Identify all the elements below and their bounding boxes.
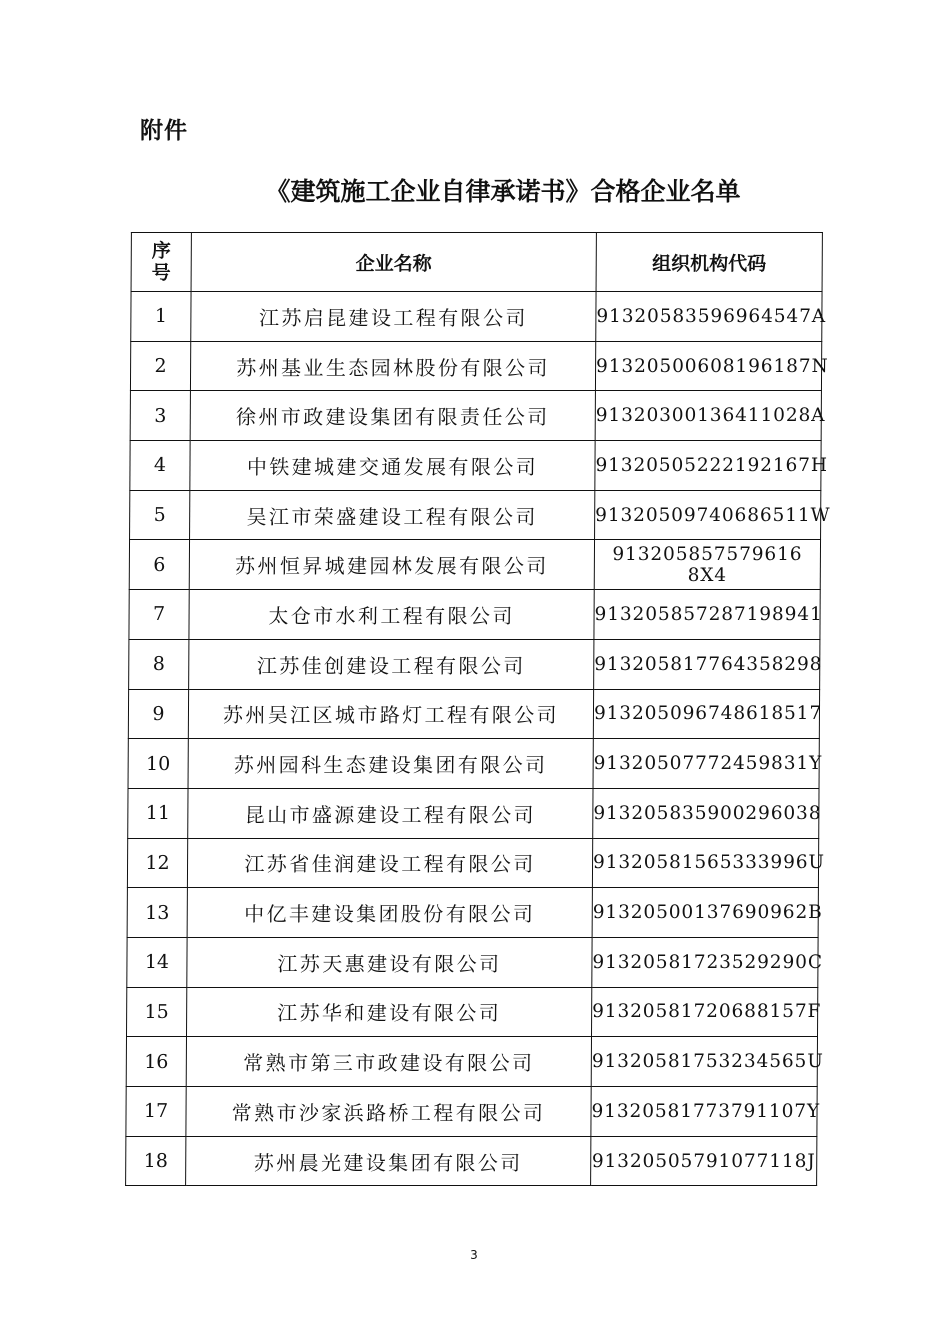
table-row — [129, 639, 820, 689]
row-number: 5 — [130, 490, 190, 540]
enterprise-name: 苏州基业生态园林股份有限公司 — [190, 341, 595, 391]
enterprise-name: 中铁建城建交通发展有限公司 — [190, 441, 595, 491]
enterprise-name: 太仓市水利工程有限公司 — [189, 590, 594, 640]
row-number: 2 — [130, 341, 190, 391]
document-title: 《建筑施工企业自律承诺书》合格企业名单 — [265, 177, 741, 206]
org-code: 91320500608196187N — [595, 341, 821, 391]
enterprise-name: 昆山市盛源建设工程有限公司 — [188, 788, 593, 838]
row-number: 14 — [127, 937, 187, 987]
table-row — [129, 540, 820, 590]
org-code: 91320507772459831Y — [593, 739, 819, 789]
enterprise-name: 江苏佳创建设工程有限公司 — [189, 639, 594, 689]
header-seq-line2: 号 — [151, 262, 171, 284]
table-row — [128, 788, 819, 838]
org-code: 913205857287198941 — [594, 590, 820, 640]
header-seq — [131, 233, 191, 292]
org-code: 91320509740686511W — [595, 490, 821, 540]
table-row — [130, 391, 821, 441]
row-number: 13 — [127, 888, 187, 938]
org-code: 91320505791077118J — [591, 1136, 817, 1186]
row-number: 1 — [131, 292, 191, 342]
row-number: 8 — [129, 639, 189, 689]
enterprise-name: 吴江市荣盛建设工程有限公司 — [190, 490, 595, 540]
table-row — [130, 441, 821, 491]
table-row — [129, 590, 820, 640]
enterprise-name: 苏州恒昇城建园林发展有限公司 — [189, 540, 594, 590]
table-row — [127, 888, 818, 938]
row-number: 12 — [127, 838, 187, 888]
org-code: 913205857579616 8X4 — [594, 540, 820, 590]
org-code: 91320581723529290C — [592, 937, 818, 987]
row-number: 10 — [128, 739, 188, 789]
row-number: 4 — [130, 441, 190, 491]
table-row — [127, 937, 818, 987]
org-code: 91320300136411028A — [595, 391, 821, 441]
org-code: 91320581720688157F — [591, 987, 817, 1037]
enterprise-name: 徐州市政建设集团有限责任公司 — [190, 391, 595, 441]
table-row — [127, 838, 818, 888]
enterprise-name: 中亿丰建设集团股份有限公司 — [187, 888, 592, 938]
enterprise-name: 常熟市第三市政建设有限公司 — [186, 1037, 591, 1087]
table-row — [126, 987, 817, 1037]
row-number: 6 — [129, 540, 189, 590]
attachment-label: 附件 — [140, 118, 188, 144]
row-number: 16 — [126, 1037, 186, 1087]
enterprise-name: 江苏启昆建设工程有限公司 — [191, 292, 596, 342]
header-org-code: 组织机构代码 — [596, 233, 822, 292]
row-number: 7 — [129, 590, 189, 640]
enterprise-name: 苏州晨光建设集团有限公司 — [186, 1136, 591, 1186]
enterprise-name: 苏州园科生态建设集团有限公司 — [188, 739, 593, 789]
org-code: 91320581565333996U — [592, 838, 818, 888]
enterprise-name: 常熟市沙家浜路桥工程有限公司 — [186, 1087, 591, 1137]
table-row — [128, 739, 819, 789]
header-enterprise-name: 企业名称 — [191, 233, 596, 292]
enterprise-name: 江苏华和建设有限公司 — [186, 987, 591, 1037]
org-code: 913205835900296038 — [593, 788, 819, 838]
row-number: 15 — [126, 987, 186, 1037]
table-row — [126, 1136, 817, 1186]
org-code: 913205817764358298 — [594, 639, 820, 689]
row-number: 3 — [130, 391, 190, 441]
table-row — [131, 292, 822, 342]
qualified-enterprise-table — [125, 232, 831, 1186]
org-code: 91320581753234565U — [591, 1037, 817, 1087]
table-row — [130, 341, 821, 391]
table-header-row — [131, 233, 822, 292]
table-row — [126, 1087, 817, 1137]
org-code: 91320583596964547A — [596, 292, 822, 342]
page-number: 3 — [470, 1248, 478, 1262]
row-number: 11 — [128, 788, 188, 838]
table-row — [128, 689, 819, 739]
org-code: 913205096748618517 — [593, 689, 819, 739]
table-row — [126, 1037, 817, 1087]
row-number: 18 — [126, 1136, 186, 1186]
row-number: 9 — [128, 689, 188, 739]
enterprise-name: 江苏省佳润建设工程有限公司 — [187, 838, 592, 888]
enterprise-name: 江苏天惠建设有限公司 — [187, 937, 592, 987]
org-code: 91320500137690962B — [592, 888, 818, 938]
header-seq-line1: 序 — [151, 240, 171, 262]
org-code: 91320581773791107Y — [591, 1087, 817, 1137]
row-number: 17 — [126, 1087, 186, 1137]
enterprise-name: 苏州吴江区城市路灯工程有限公司 — [188, 689, 593, 739]
table-row — [130, 490, 821, 540]
org-code: 91320505222192167H — [595, 441, 821, 491]
